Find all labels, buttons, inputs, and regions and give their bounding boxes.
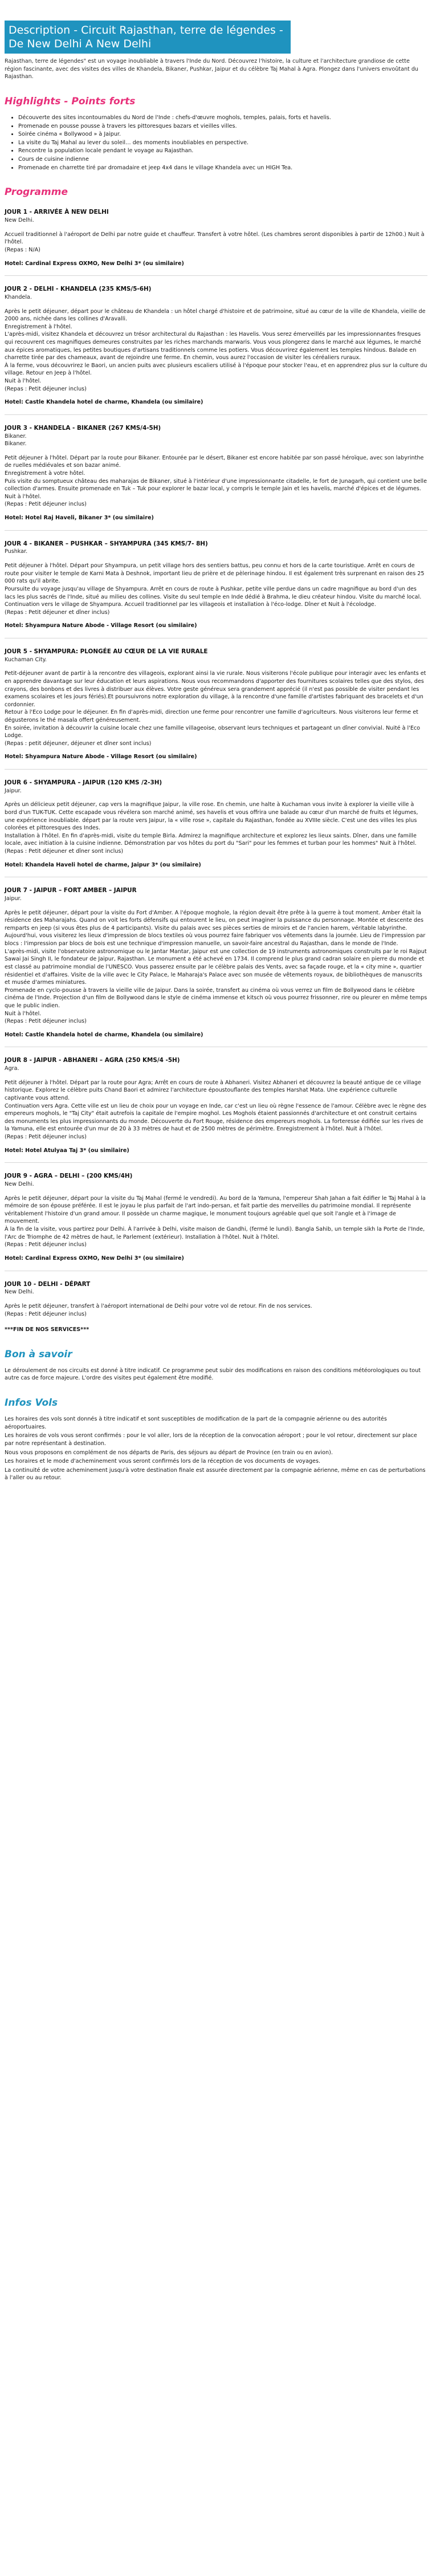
infos-vols-paragraph: Les horaires de vols vous seront confirmés : pour le vol aller, lors de la réception de la convocation aéroport ; pour le vol retour, directement sur place par notre représentant à destination.	[5, 1433, 417, 1447]
spacer	[5, 225, 427, 231]
highlight-item: • Promenade en charrette tiré par dromadaire et jeep 4x4 dans le village Khandela avec un HIGH Tea.	[18, 164, 427, 172]
infos-vols-paragraph: Les horaires des vols sont donnés à titre indicatif et sont susceptibles de modification de la part de la compagnie aérienne ou des autorités aéroportuaires.	[5, 1416, 387, 1430]
spacer	[5, 795, 427, 801]
day-paragraph: Après un délicieux petit déjeuner, cap vers la magnifique Jaipur, la ville rose. En chemin, une halte à Kuchaman vous invite à explorer la vieille ville à bord d'un TUK-TUK. Cette escapade vous révélera son marché animé, ses havelis et vous offrira une balade au cœur d'un marché de fruits et légumes, une expérience inoubliable. départ par la route vers Jaipur, la « ville rose », capitale du Rajasthan, fondée au XVIIIe siècle. C'est une des villes les plus colorées et pittoresques des Indes.	[5, 801, 418, 832]
day-paragraph: (Repas : Petit déjeuner inclus)	[5, 385, 87, 392]
day-title: JOUR 3 - KHANDELA - BIKANER (267 KMS/4-5H)	[5, 424, 161, 432]
day-block	[5, 285, 427, 415]
divider	[5, 275, 427, 276]
day-hotel: Hotel: Castle Khandela hotel de charme, Khandela (ou similaire)	[5, 399, 203, 406]
day-place: Khandela.	[5, 294, 32, 300]
highlight-item: • Cours de cuisine indienne	[18, 156, 427, 164]
day-title: JOUR 2 - DELHI - KHANDELA (235 KMS/5-6H)	[5, 286, 152, 293]
day-block	[5, 779, 427, 877]
end-of-services: ***FIN DE NOS SERVICES***	[5, 1326, 89, 1333]
day-paragraph: Poursuite du voyage jusqu'au village de Shyampura. Arrêt en cours de route à Pushkar, petite ville perdue dans un cadre magnifique au bord d'un des lacs les plus sacrés de l'Inde, situé au milieu des collines. Visite du seul temple en Inde dédié à Brahma, le dieu créateur hindou. Visite du marché local.	[5, 585, 422, 600]
day-paragraph: (Repas : Petit déjeuner inclus)	[5, 501, 87, 508]
day-paragraph: Continuation vers le village de Shyampura. Accueil traditionnel par les villageois et installation à l'éco-lodge. Dîner et Nuit à l'écolodge.	[5, 601, 376, 608]
day-paragraph: Après le petit déjeuner, départ pour la visite du Fort d'Amber. A l'époque moghole, la région devait être prête à la guerre à tout moment. Amber était la résidence des Maharajahs. Quand on voit les forts défensifs qui entourent le lieu, on peut imaginer la puissance du personnage. Montée et descente des remparts en jeep (si vous êtes plus de 4 participants). Visite du palais avec ses pièces serties de miroirs et de l'ancien harem, véritable labyrinthe. Aujourd'hui, vous visiterez les lieux d'impression de blocs textiles où vous pourrez faire fabriquer vos vêtements dans la journée. Lieu de l'impression par blocs : l'impression par blocs de bois est une technique d'impression manuelle, un savoir-faire ancestral du Rajasthan, dans le monde de l'Inde.	[5, 909, 426, 947]
day-paragraph: (Repas : Petit déjeuner et dîner sont inclus)	[5, 848, 124, 855]
highlight-item: • Rencontre la population locale pendant le voyage au Rajasthan.	[18, 147, 427, 155]
day-paragraph: À la fin de la visite, vous partirez pour Delhi. À l'arrivée à Delhi, visite maison de Gandhi, (fermé le lundi). Bangla Sahib, un temple sikh la Porte de l'Inde, l'Arc de Triomphe de 42 mètres de haut, le Parlement (extérieur). Installation à l'hôtel. Nuit à l'hôtel.	[5, 1226, 425, 1240]
day-paragraph: Petit déjeuner à l'hôtel. Départ par la route pour Agra; Arrêt en cours de route à Abhaneri. Visitez Abhaneri et découvrez la beauté antique de ce village historique. Explorez le célèbre puits Chand Baori et admirez l'architecture époustouflante des temples Harshat Mata. Une expérience culturelle captivante vous attend.	[5, 1079, 421, 1101]
day-place: New Delhi.	[5, 1181, 34, 1188]
spacer	[5, 903, 427, 909]
infos-vols-paragraph: Nous vous proposons en complément de nos départs de Paris, des séjours au départ de Province (en train ou en avion).	[5, 1449, 333, 1456]
day-paragraph: L'après-midi, visitez Khandela et découvrez un trésor architectural du Rajasthan : les Havelis. Vous serez émerveillés par les impressionnantes fresques qui recouvrent ces magnifiques demeures construites par les riches marchands marwaris. Vous vous plongerez dans le marché aux légumes, le marché aux épices aromatiques, les petites boutiques d'artisans traditionnels comme les potiers. Vous découvrirez également les temples hindous. Balade en charrette tirée par des chameaux, avant de rejoindre une ferme. En chemin, vous aurez l'occasion de visiter les céréaliers ruraux.	[5, 331, 421, 361]
day-paragraph: Nuit à l'hôtel.	[5, 1010, 42, 1017]
day-paragraph: (Repas : petit déjeuner, déjeuner et dîner sont inclus)	[5, 740, 152, 747]
day-paragraph: À la ferme, vous découvrirez le Baori, un ancien puits avec plusieurs escaliers utilisé à l'époque pour stocker l'eau, et en apprendrez plus sur la culture du village. Retour en Jeep à l'hôtel.	[5, 362, 427, 377]
day-paragraph: Enregistrement à votre hôtel.	[5, 470, 85, 477]
day-paragraph: En soirée, invitation à découvrir la cuisine locale chez une famille villageoise, observant leurs techniques et partageant un dîner convivial. Nuité à l'Eco Lodge.	[5, 725, 421, 739]
day-hotel: Hotel: Cardinal Express OXMO, New Delhi 3* (ou similaire)	[5, 1255, 184, 1261]
day-paragraph: Nuit à l'hôtel.	[5, 378, 42, 385]
day-block	[5, 648, 427, 770]
day-paragraph: Promenade en cyclo-pousse à travers la vieille ville de Jaipur. Dans la soirée, transfert au cinéma où vous verrez un film de Bollywood dans le célèbre cinéma de l'Inde. Projection d'un film de Bollywood dans le style de cinéma immense et kitsch où vous pourrez frissonner, rire ou pleurer en même temps que le public indien.	[5, 987, 427, 1009]
spacer	[5, 302, 427, 308]
day-title: JOUR 9 - AGRA – DELHI – (200 KMS/4H)	[5, 1173, 133, 1180]
day-paragraph: Après le petit déjeuner, départ pour le château de Khandela : un hôtel chargé d'histoire et de patrimoine, situé au cœur de la ville de Khandela, vieille de 2000 ans, nichée dans les collines d'Aravalli.	[5, 308, 426, 323]
day-hotel: Hotel: Khandela Haveli hotel de charme, Jaipur 3* (ou similaire)	[5, 861, 201, 868]
day-block	[5, 540, 427, 638]
day-block	[5, 886, 427, 1047]
highlights-heading: Highlights - Points forts	[5, 95, 136, 107]
highlight-item: • Découverte des sites incontournables du Nord de l'Inde : chefs-d'œuvre moghols, temples, palais, forts et havelis.	[18, 114, 427, 122]
spacer	[5, 556, 427, 562]
day-paragraph: Petit déjeuner à l'hôtel. Départ pour Shyampura, un petit village hors des sentiers battus, peu connu et hors de la carte touristique. Arrêt en cours de route pour visiter le temple de Karni Mata à Deshnok, important lieu de prière et de pèlerinage hindou. Il est également très surprenant en raison des 25 000 rats qu'il abrite.	[5, 563, 425, 585]
day-paragraph: Installation à l'hôtel. En fin d'après-midi, visite du temple Birla. Admirez la magnifique architecture et explorez les lieux saints. Dîner, dans une famille locale, avec initiation à la cuisine indienne. Démonstration par vos hôtes du port du "Sari" pour les femmes et turban pour les hommes" Nuit à l'hôtel.	[5, 832, 417, 847]
day-hotel: Hotel: Hotel Raj Haveli, Bikaner 3* (ou similaire)	[5, 515, 154, 522]
day-paragraph: (Repas : Petit déjeuner et dîner inclus)	[5, 609, 110, 616]
day-title: JOUR 10 - DELHI - DÉPART	[5, 1280, 91, 1288]
day-paragraph: Nuit à l'hôtel.	[5, 493, 42, 500]
day-paragraph: Retour à l'Eco Lodge pour le déjeuner. En fin d'après-midi, direction une ferme pour rencontrer une famille d'agriculteurs. Nous visiterons leur ferme et dégusterons le thé masala offert généreusement.	[5, 709, 418, 723]
highlights-list	[5, 114, 427, 172]
spacer	[5, 1296, 427, 1303]
day-hotel: Hotel: Shyampura Nature Abode - Village Resort (ou similaire)	[5, 622, 197, 629]
day-paragraph: (Repas : Petit déjeuner inclus)	[5, 1134, 87, 1141]
spacer	[5, 448, 427, 454]
bon-savoir-paragraph: Le déroulement de nos circuits est donné à titre indicatif. Ce programme peut subir des modifications en raison des conditions météorologiques ou tout autre cas de force majeure. L'ordre des visites peut également être modifié.	[5, 1367, 421, 1382]
day-paragraph: Puis visite du somptueux château des maharajas de Bikaner, situé à l'intérieur d'une impressionnante citadelle, le fort de Junagarh, qui contient une belle collection d'armes. Ensuite promenade en Tuk – Tuk pour explorer le bazar local, y compris le temple Jain et les havelis, marché d'épices et de légumes.	[5, 478, 427, 493]
day-paragraph: L'après-midi, visite l'observatoire astronomique ou le Jantar Mantar, Jaipur est une collection de 19 instruments astronomiques construits par le roi Rajput Sawai Jai Singh II, le fondateur de Jaipur, Rajasthan. Le monument a été achevé en 1734. Il comprend le plus grand cadran solaire en pierre du monde et est classé au patrimoine mondial de l'UNESCO. Vous passerez ensuite par le célèbre palais des Vents, avec sa façade rouge, et la « city mine », quartier résidentiel et d'affaires. Visite de la ville avec le City Palace, le Maharaja's Palace avec son musée de vêtements royaux, de bibliothèques de manuscrits et musée d'armes miniatures.	[5, 948, 427, 986]
divider	[5, 530, 427, 531]
spacer	[5, 1073, 427, 1079]
spacer	[5, 664, 427, 670]
intro-text: Rajasthan, terre de légendes" est un voyage inoubliable à travers l'Inde du Nord. Découvrez l'histoire, la culture et l'architecture grandiose de cette région fascinante, avec des visites des villes de Khandela, Bikaner, Pushkar, Jaipur et du célèbre Taj Mahal à Agra. Plongez dans l'univers envoûtant du Rajasthan.	[5, 58, 419, 80]
day-paragraph: (Repas : Petit déjeuner inclus)	[5, 1018, 87, 1025]
divider	[5, 769, 427, 770]
day-hotel: Hotel: Hotel Atulyaa Taj 3* (ou similaire)	[5, 1147, 129, 1154]
day-place: Pushkar.	[5, 548, 28, 555]
day-paragraph: (Repas : N/A)	[5, 246, 40, 253]
day-hotel: Hotel: Cardinal Express OXMO, New Delhi 3* (ou similaire)	[5, 260, 184, 267]
day-paragraph: Après le petit déjeuner, transfert à l'aéroport international de Delhi pour votre vol de retour. Fin de nos services.	[5, 1303, 312, 1309]
programme-days	[5, 208, 427, 1318]
day-hotel: Hotel: Shyampura Nature Abode - Village Resort (ou similaire)	[5, 754, 197, 760]
day-title: JOUR 1 - ARRIVÉE À NEW DELHI	[5, 209, 109, 216]
page-title: Description - Circuit Rajasthan, terre de légendes - De New Delhi A New Delhi	[5, 21, 291, 54]
day-block	[5, 208, 427, 276]
day-paragraph: (Repas : Petit déjeuner inclus)	[5, 1242, 87, 1248]
day-place: Bikaner.	[5, 433, 27, 439]
programme-heading: Programme	[5, 186, 68, 198]
day-title: JOUR 5 - SHYAMPURA: PLONGÉE AU CŒUR DE LA VIE RURALE	[5, 648, 208, 655]
day-title: JOUR 7 - JAIPUR – FORT AMBER – JAIPUR	[5, 887, 137, 894]
day-block	[5, 424, 427, 531]
page	[0, 21, 432, 1492]
day-paragraph: Continuation vers Agra. Cette ville est un lieu de choix pour un voyage en Inde, car c'est un lieu où règne l'essence de l'amour. Célèbre avec le règne des empereurs moghols, le "Taj City" était autrefois la capitale de l'empire moghol. Les Moghols étaient passionnés d'architecture et ont construit certains des monuments les plus impressionnants du monde. Découverte du Fort Rouge, résidence des empereurs moghols. La forteresse édifiée sur les rives de la Yamuna, elle est entourée d'un mur de 20 à 33 mètres de haut et de 2500 mètres de périmètre. Enregistrement à l'hôtel. Nuit à l'hôtel.	[5, 1102, 427, 1133]
day-block	[5, 1280, 427, 1318]
day-paragraph: Accueil traditionnel à l'aéroport de Delhi par notre guide et chauffeur. Transfert à votre hôtel. (Les chambres seront disponibles à partir de 12h00.) Nuit à l'hôtel.	[5, 231, 425, 246]
day-block	[5, 1172, 427, 1271]
day-paragraph: Petit déjeuner à l'hôtel. Départ par la route pour Bikaner. Entourée par le désert, Bikaner est encore habitée par son passé héroïque, avec son labyrinthe de ruelles médiévales et son bazar animé.	[5, 454, 424, 469]
day-place: New Delhi.	[5, 217, 34, 224]
day-place: New Delhi.	[5, 1289, 34, 1296]
day-place: Jaipur.	[5, 787, 22, 794]
day-hotel: Hotel: Castle Khandela hotel de charme, Khandela (ou similaire)	[5, 1031, 203, 1038]
day-paragraph: Après le petit déjeuner, départ pour la visite du Taj Mahal (fermé le vendredi). Au bord de la Yamuna, l'empereur Shah Jahan a fait édifier le Taj Mahal à la mémoire de son épouse préférée. Il est le joyau le plus parfait de l'art indo-persan, et fait partie des merveilles du patrimoine mondial. Il représente véritablement l'histoire d'un grand amour. Il possède un charme magique, le monument toujours agréable quel que soit l'angle et à l'image de mouvement.	[5, 1195, 426, 1225]
day-paragraph: (Repas : Petit déjeuner inclus)	[5, 1311, 87, 1317]
infos-vols-paragraph: Les horaires et le mode d'acheminement vous seront confirmés lors de la réception de vos documents de voyages.	[5, 1458, 321, 1465]
day-place: Agra.	[5, 1065, 19, 1072]
highlight-item: • La visite du Taj Mahal au lever du soleil… des moments inoubliables en perspective.	[18, 139, 427, 147]
day-title: JOUR 8 - JAIPUR - ABHANERI – AGRA (250 KMS/4 -5H)	[5, 1057, 180, 1064]
bon-savoir-heading: Bon à savoir	[5, 1348, 72, 1360]
infos-vols-paragraph: La continuité de votre acheminement jusqu'à votre destination finale est assurée directement par la compagnie aérienne, même en cas de perturbations à l'aller ou au retour.	[5, 1467, 426, 1482]
day-paragraph: Enregistrement à l'hôtel.	[5, 323, 72, 330]
highlight-item: • Soirée cinéma « Bollywood » à Jaipur.	[18, 131, 427, 139]
day-title: JOUR 4 - BIKANER – PUSHKAR – SHYAMPURA (345 KMS/7- 8H)	[5, 540, 208, 547]
day-place: Bikaner.	[5, 441, 27, 447]
day-place: Kuchaman City.	[5, 656, 47, 663]
bon-savoir-text	[5, 1367, 427, 1382]
day-title: JOUR 6 - SHYAMPURA – JAIPUR (120 KMS /2-3H)	[5, 779, 162, 787]
divider	[5, 414, 427, 415]
highlight-item: • Promenade en pousse pousse à travers les pittoresques bazars et vieilles villes.	[18, 123, 427, 131]
infos-vols-heading: Infos Vols	[5, 1397, 58, 1409]
day-block	[5, 1056, 427, 1163]
day-place: Jaipur.	[5, 896, 22, 902]
infos-vols-text	[5, 1415, 427, 1482]
divider	[5, 1162, 427, 1163]
day-paragraph: Petit-déjeuner avant de partir à la rencontre des villageois, explorant ainsi la vie rurale. Nous visiterons l'école publique pour interagir avec les enfants et en apprendre davantage sur leur éducation et leurs aspirations. Nous vous recommandons d'apporter des fournitures scolaires telles que des stylos, des crayons, des bonbons et des livres à distribuer aux élèves. Votre geste généreux sera grandement apprécié (il n'est pas possible de visiter pendant les examens scolaires et les jours fériés).Et poursuivrons notre exploration du village, à la rencontre d'une famille d'artistes fabriquant des bracelets et d'un cordonnier.	[5, 670, 426, 708]
spacer	[5, 1189, 427, 1195]
